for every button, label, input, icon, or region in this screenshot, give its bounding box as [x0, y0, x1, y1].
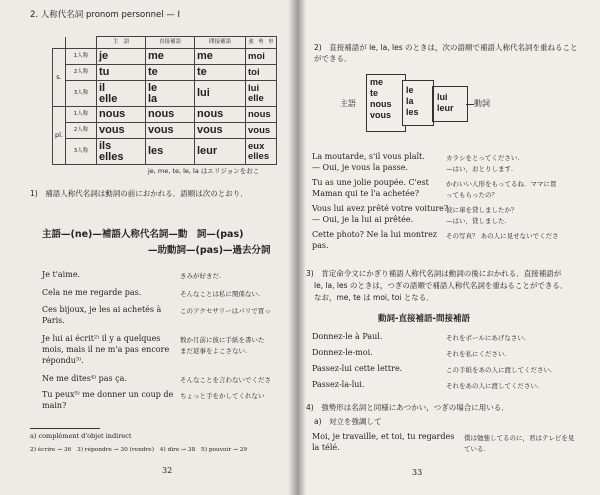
- section-heading: 2. 人称代名詞 pronom personnel — I: [30, 10, 181, 20]
- left-page: [0, 0, 296, 495]
- example-fr: La moutarde, s'il vous plaît.: [312, 152, 425, 161]
- header-tonic: 強 勢 形: [246, 37, 277, 49]
- cell-direct: vous: [146, 123, 195, 139]
- example-fr: Cela ne me regarde pas.: [42, 288, 142, 297]
- point-2: 2) 直接補語が le, la, les のときは，次の語順で補語人称代名詞を重ねることができる．: [314, 43, 578, 63]
- point-3-line-2: le, la, les のときは，つぎの語順で補語人称代名詞を重ねることができる．: [314, 281, 568, 290]
- connector-line: [466, 104, 474, 105]
- imperative-fr: Passez-la-lui.: [312, 380, 365, 389]
- imperative-order-formula: 動詞-直接補語-間接補語: [378, 314, 471, 324]
- table-note: je, me, te, le, la はエリジョンをおこ: [148, 167, 260, 175]
- cell-indirect: me: [195, 49, 246, 65]
- box-word: nous: [370, 99, 392, 109]
- book-gutter-shadow: [288, 0, 306, 495]
- example-jp: —はい，貸しました.: [446, 217, 507, 225]
- example-jp: 数か月前に彼に手紙を書いた: [180, 336, 265, 344]
- footnote-rule: [30, 428, 100, 429]
- imperative-fr: Passez-lui cette lettre.: [312, 364, 403, 373]
- side-label-plural: pl.: [53, 107, 66, 165]
- example-fr: main?: [42, 401, 67, 410]
- example-jp: ちょっと手をかしてくれない: [180, 392, 265, 400]
- example-fr: Vous lui avez prêté votre voiture?: [312, 204, 449, 213]
- imperative-jp: それを私にください.: [446, 350, 507, 358]
- example-jp: かわいい人形をもってるね．ママに買: [446, 180, 557, 188]
- imperative-fr: Donnez-le-moi.: [312, 348, 373, 357]
- header-subject: 主 語: [97, 37, 146, 49]
- final-example-jp-1: 僕は勉強してるのに，君はテレビを見: [464, 434, 575, 442]
- header-indirect: 間接補語: [195, 37, 246, 49]
- person-label: 2人称: [66, 65, 97, 81]
- imperative-jp: それをあの人に渡してください.: [446, 382, 540, 390]
- word-order-formula-2: —助動詞—(pas)—過去分詞: [148, 245, 271, 256]
- imperative-jp: この手紙をあの人に渡してください.: [446, 366, 553, 374]
- cell-indirect: leur: [195, 139, 246, 165]
- example-fr: répondu³⁾.: [42, 356, 84, 365]
- cell-subject: je: [97, 49, 146, 65]
- example-fr: pas.: [312, 241, 329, 250]
- example-fr: Je lui ai écrit²⁾ il y a quelques: [42, 334, 161, 343]
- word-order-formula-1: 主語—(ne)—補語人称代名詞—動 詞—(pas): [42, 229, 244, 240]
- cell-direct: les: [146, 139, 195, 165]
- person-label: 2人称: [66, 123, 97, 139]
- example-fr: — Oui, je la lui ai prêtée.: [312, 215, 414, 224]
- example-jp: その写真？ あの人に見せないでくださ: [446, 232, 559, 240]
- cell-direct: te: [146, 65, 195, 81]
- pronoun-table: [52, 36, 277, 165]
- example-jp: きみが好きだ.: [180, 272, 222, 280]
- cell-subject: tu: [97, 65, 146, 81]
- cell-subject: il elle: [97, 81, 146, 107]
- box-indirect-third-person: [432, 86, 468, 122]
- box-word: lui: [437, 92, 448, 102]
- footnote-a: a) complément d'objet indirect: [30, 432, 132, 440]
- point-4a: a) 対立を強調して: [314, 417, 382, 426]
- cell-tonic: toi: [246, 65, 277, 81]
- cell-direct: me: [146, 49, 195, 65]
- example-jp: そんなことを言わないでくださ: [180, 376, 271, 384]
- verb-label: 動詞: [474, 99, 490, 108]
- point-3-line-1: 3) 肯定命令文にかぎり補語人称代名詞は動詞の後におかれる．直接補語が: [306, 269, 562, 278]
- cell-tonic: eux elles: [246, 139, 277, 165]
- box-word: la: [406, 96, 414, 106]
- cell-tonic: nous: [246, 107, 277, 123]
- right-page: [296, 0, 600, 495]
- cell-indirect: nous: [195, 107, 246, 123]
- box-word: vous: [370, 110, 392, 120]
- cell-subject: ils elles: [97, 139, 146, 165]
- person-label: 3人称: [66, 81, 97, 107]
- box-word: leur: [437, 103, 454, 113]
- header-direct: 直接補語: [146, 37, 195, 49]
- example-fr: Tu as une jolie poupée. C'est: [312, 178, 429, 187]
- table-corner: [53, 37, 66, 49]
- imperative-jp: それをポールにあげなさい.: [446, 334, 526, 342]
- example-fr: Paris.: [42, 316, 65, 325]
- example-fr: Tu peux⁵⁾ me donner un coup de: [42, 390, 174, 399]
- example-fr: — Oui, je vous la passe.: [312, 163, 409, 172]
- subject-label: 主語: [340, 99, 356, 108]
- example-jp: ってもらったの？: [446, 191, 498, 199]
- example-fr: Je t'aime.: [42, 270, 81, 279]
- cell-subject: vous: [97, 123, 146, 139]
- side-label-singular: s.: [53, 49, 66, 107]
- cell-tonic: lui elle: [246, 81, 277, 107]
- imperative-fr: Donnez-le à Paul.: [312, 332, 383, 341]
- example-jp: そんなことは私に関係ない.: [180, 290, 261, 298]
- box-direct-third-person: [402, 80, 434, 126]
- example-fr: Ces bijoux, je les ai achetés à: [42, 305, 162, 314]
- example-jp: このアクセサリーはパリで買っ: [180, 307, 271, 315]
- cell-indirect: lui: [195, 81, 246, 107]
- final-example-jp-2: ている.: [464, 445, 486, 453]
- point-3-line-3: なお，me, te は moi, toi となる．: [314, 293, 434, 302]
- example-jp: 彼に車を貸しましたか？: [446, 206, 518, 214]
- final-example-fr-2: la télé.: [312, 443, 340, 452]
- example-fr: mois, mais il ne m'a pas encore: [42, 345, 170, 354]
- example-jp: まだ返事をよこさない.: [180, 347, 248, 355]
- cell-indirect: vous: [195, 123, 246, 139]
- person-label: 1人称: [66, 107, 97, 123]
- example-jp: —はい，おとりします.: [446, 165, 514, 173]
- page-number: 32: [162, 466, 173, 475]
- person-label: 1人称: [66, 49, 97, 65]
- cell-tonic: moi: [246, 49, 277, 65]
- cell-direct: le la: [146, 81, 195, 107]
- example-fr: Maman qui te l'a achetée?: [312, 189, 420, 198]
- cell-subject: nous: [97, 107, 146, 123]
- page-number: 33: [412, 468, 423, 477]
- box-word: te: [370, 88, 379, 98]
- example-fr: Ne me dites⁴⁾ pas ça.: [42, 374, 127, 383]
- cell-direct: nous: [146, 107, 195, 123]
- box-word: le: [406, 85, 414, 95]
- point-1: 1) 補語人称代名詞は動詞の前におかれる．語順は次のとおり．: [30, 189, 248, 198]
- final-example-fr-1: Moi, je travaille, et toi, tu regardes: [312, 432, 455, 441]
- cell-indirect: te: [195, 65, 246, 81]
- box-first-second-person: [366, 74, 406, 132]
- example-jp: カラシをとってください.: [446, 154, 520, 162]
- person-label: 3人称: [66, 139, 97, 165]
- cell-tonic: vous: [246, 123, 277, 139]
- point-4: 4) 強勢形は名詞と同様にあつかい，つぎの場合に用いる．: [306, 403, 509, 412]
- footnote-refs: 2) écrire → 36 3) répondre → 30 (rendre) 4) dire → 38 5) pouvoir → 29: [30, 447, 248, 453]
- example-fr: Cette photo? Ne la lui montrez: [312, 230, 438, 239]
- box-word: les: [406, 107, 419, 117]
- box-word: me: [370, 77, 384, 87]
